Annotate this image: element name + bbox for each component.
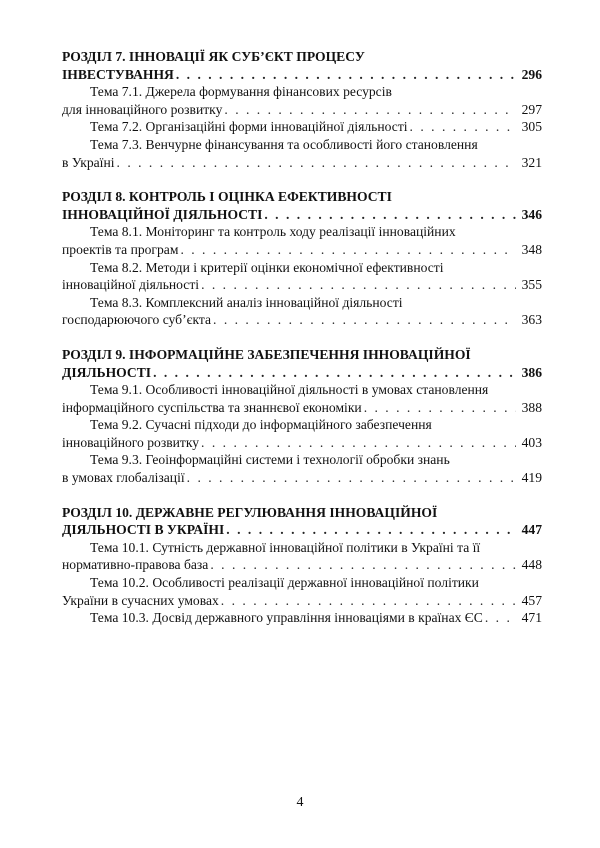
topic-title-end bbox=[62, 101, 542, 119]
section-heading-end bbox=[62, 66, 542, 84]
page-ref: 321 bbox=[521, 154, 542, 170]
topic-title: Тема 7.3. Венчурне фінансування та особливості його становлення bbox=[90, 136, 478, 152]
section-heading-end-text: ДІЯЛЬНОСТІ bbox=[62, 364, 152, 380]
page-ref: 355 bbox=[521, 277, 542, 293]
dot-leader bbox=[187, 469, 516, 487]
page-number: 4 bbox=[296, 795, 304, 810]
dot-leader bbox=[264, 206, 516, 224]
topic-title: Тема 8.3. Комплексний аналіз інноваційної діяльності bbox=[90, 294, 403, 310]
page-ref: 296 bbox=[521, 66, 542, 82]
toc-section bbox=[62, 504, 542, 627]
section-heading: РОЗДІЛ 9. ІНФОРМАЦІЙНЕ ЗАБЕЗПЕЧЕННЯ ІННОВАЦІЙНОЇ bbox=[62, 346, 471, 362]
dot-leader bbox=[210, 556, 516, 574]
dot-leader bbox=[176, 66, 516, 84]
topic-title-end bbox=[62, 434, 542, 452]
section-heading-end bbox=[62, 521, 542, 539]
topic-title-end-text: в умовах глобалізації bbox=[62, 470, 185, 486]
section-heading: РОЗДІЛ 8. КОНТРОЛЬ І ОЦІНКА ЕФЕКТИВНОСТІ bbox=[62, 189, 392, 205]
topic-title-end-text: в Україні bbox=[62, 154, 115, 170]
dot-leader bbox=[213, 311, 516, 329]
page-ref: 348 bbox=[521, 241, 542, 257]
topic-title bbox=[62, 118, 542, 136]
topic-title-end-text: проектів та програм bbox=[62, 241, 179, 257]
topic-title-end-text: інноваційного розвитку bbox=[62, 434, 200, 450]
topic-title-end-text: інноваційної діяльності bbox=[62, 277, 200, 293]
page-ref: 297 bbox=[521, 101, 542, 117]
toc-section bbox=[62, 346, 542, 487]
dot-leader bbox=[153, 364, 516, 382]
section-heading: РОЗДІЛ 10. ДЕРЖАВНЕ РЕГУЛЮВАННЯ ІННОВАЦІЙНОЇ bbox=[62, 504, 438, 520]
toc-section bbox=[62, 188, 542, 329]
topic-title-end bbox=[62, 276, 542, 294]
topic-title-end bbox=[62, 592, 542, 610]
topic-title-end bbox=[62, 241, 542, 259]
topic-title-end-text: нормативно-правова база bbox=[62, 557, 209, 573]
dot-leader bbox=[364, 399, 516, 417]
dot-leader bbox=[410, 118, 516, 136]
page-ref: 403 bbox=[521, 434, 542, 450]
page-ref: 388 bbox=[521, 399, 542, 415]
dot-leader bbox=[224, 101, 516, 119]
topic-title bbox=[62, 609, 542, 627]
section-heading-end-text: ІНВЕСТУВАННЯ bbox=[62, 66, 174, 82]
section-heading-end bbox=[62, 206, 542, 224]
topic-title-end bbox=[62, 556, 542, 574]
section-heading: РОЗДІЛ 7. ІННОВАЦІЇ ЯК СУБ’ЄКТ ПРОЦЕСУ bbox=[62, 49, 365, 64]
topic-title-text: Тема 7.2. Організаційні форми інноваційної діяльності bbox=[90, 119, 408, 135]
topic-title-end-text: господарюючого суб’єкта bbox=[62, 312, 212, 328]
dot-leader bbox=[180, 241, 516, 259]
page-ref: 386 bbox=[521, 364, 542, 380]
page-ref: 457 bbox=[521, 592, 542, 608]
topic-title: Тема 9.3. Геоінформаційні системи і технології обробки знань bbox=[90, 452, 450, 468]
section-heading-end bbox=[62, 364, 542, 382]
dot-leader bbox=[226, 521, 516, 539]
topic-title-text: Тема 10.3. Досвід державного управління інноваціями в країнах ЄС bbox=[90, 610, 483, 626]
toc-section bbox=[62, 48, 542, 171]
page-ref: 363 bbox=[521, 312, 542, 328]
section-heading-end-text: ДІЯЛЬНОСТІ В УКРАЇНІ bbox=[62, 522, 225, 538]
topic-title-end bbox=[62, 469, 542, 487]
page-ref: 305 bbox=[521, 119, 542, 135]
topic-title-end bbox=[62, 399, 542, 417]
topic-title-end-text: інформаційного суспільства та знаннєвої економіки bbox=[62, 399, 362, 415]
dot-leader bbox=[201, 434, 516, 452]
topic-title-end-text: України в сучасних умовах bbox=[62, 592, 219, 608]
topic-title-end bbox=[62, 311, 542, 329]
table-of-contents bbox=[62, 48, 542, 644]
topic-title: Тема 8.1. Моніторинг та контроль ходу реалізації інноваційних bbox=[90, 224, 456, 240]
topic-title-end bbox=[62, 154, 542, 172]
dot-leader bbox=[485, 609, 516, 627]
topic-title: Тема 10.1. Сутність державної інноваційної політики в Україні та її bbox=[90, 539, 481, 555]
topic-title-end-text: для інноваційного розвитку bbox=[62, 101, 223, 117]
page-ref: 471 bbox=[521, 610, 542, 626]
topic-title: Тема 9.2. Сучасні підходи до інформаційного забезпечення bbox=[90, 417, 432, 433]
section-heading-end-text: ІННОВАЦІЙНОЇ ДІЯЛЬНОСТІ bbox=[62, 206, 263, 222]
dot-leader bbox=[117, 154, 516, 172]
topic-title: Тема 9.1. Особливості інноваційної діяльності в умовах становлення bbox=[90, 382, 489, 398]
page-ref: 448 bbox=[521, 557, 542, 573]
topic-title: Тема 10.2. Особливості реалізації державної інноваційної політики bbox=[90, 575, 479, 591]
dot-leader bbox=[221, 592, 516, 610]
page-ref: 419 bbox=[521, 470, 542, 486]
page-ref: 447 bbox=[521, 522, 542, 538]
topic-title: Тема 8.2. Методи і критерії оцінки економічної ефективності bbox=[90, 259, 444, 275]
page-ref: 346 bbox=[521, 206, 542, 222]
topic-title: Тема 7.1. Джерела формування фінансових ресурсів bbox=[90, 84, 392, 100]
dot-leader bbox=[201, 276, 516, 294]
